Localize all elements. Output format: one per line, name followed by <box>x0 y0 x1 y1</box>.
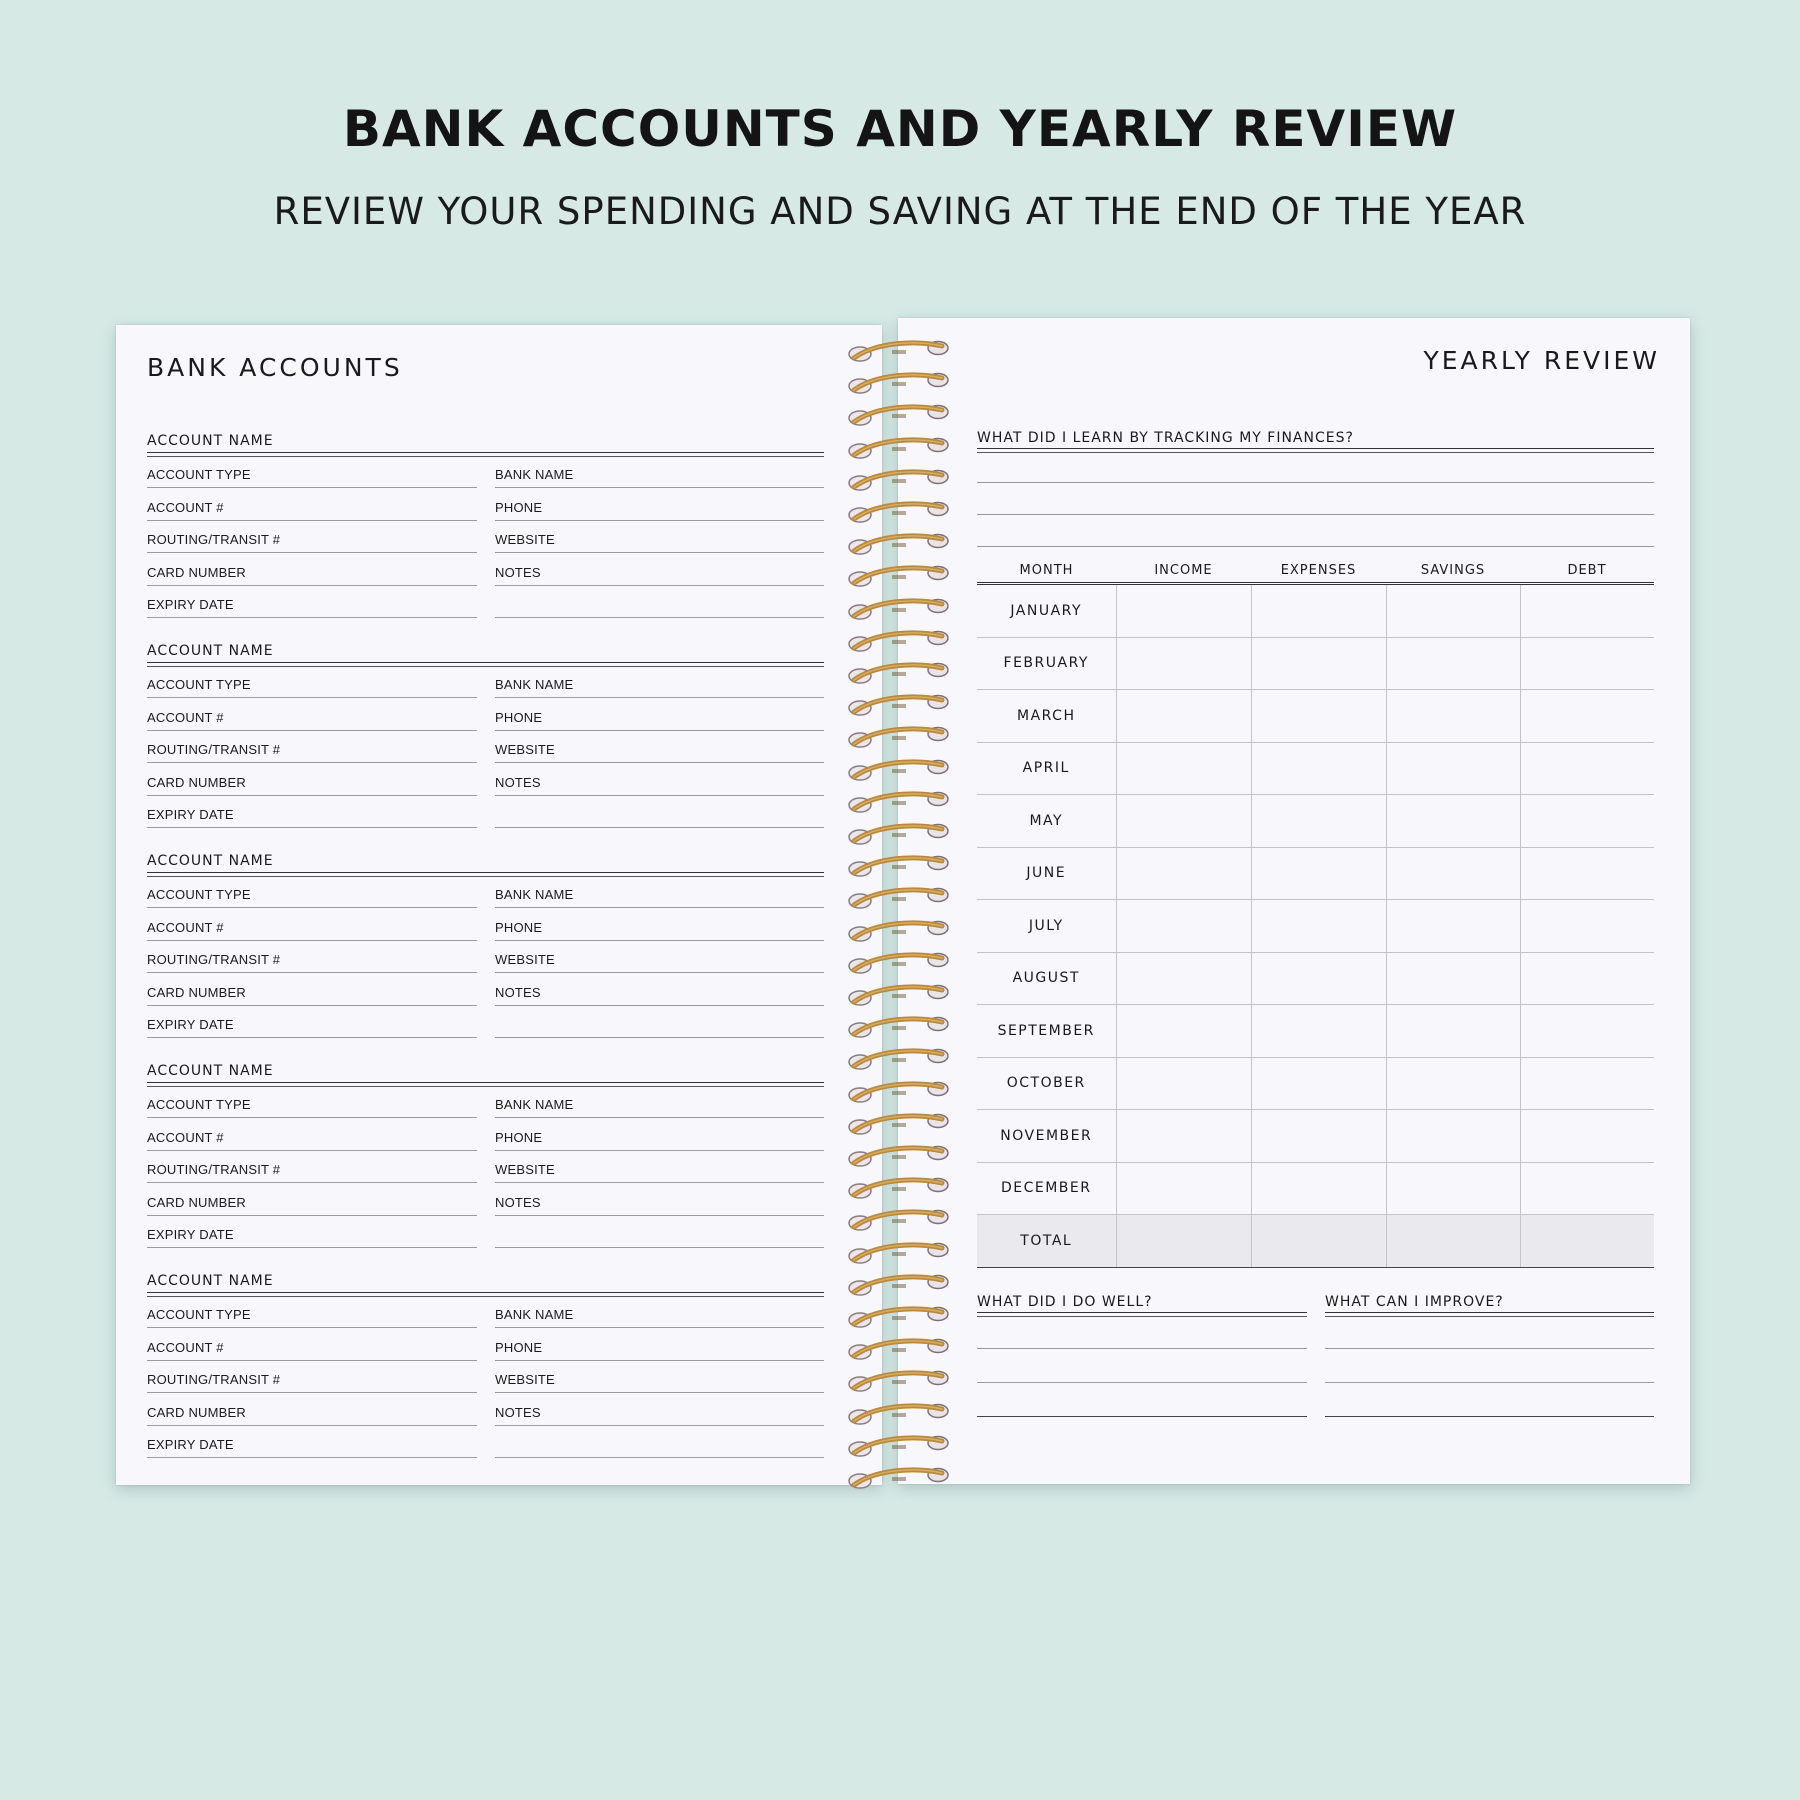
income-cell[interactable] <box>1116 1215 1251 1268</box>
field-label: EXPIRY DATE <box>147 1437 234 1452</box>
header-month: MONTH <box>977 558 1116 584</box>
field-line[interactable] <box>495 1360 824 1361</box>
field-label: CARD NUMBER <box>147 984 246 1000</box>
field-line[interactable] <box>147 1457 477 1458</box>
field-line[interactable] <box>495 907 824 908</box>
expenses-cell[interactable] <box>1251 847 1386 900</box>
spiral-coil <box>846 1175 950 1203</box>
field-line[interactable] <box>147 552 477 553</box>
income-cell[interactable] <box>1116 1057 1251 1110</box>
spiral-coil <box>846 435 950 463</box>
field-label: ROUTING/TRANSIT # <box>147 742 281 757</box>
field-line[interactable] <box>147 697 477 698</box>
debt-cell[interactable] <box>1520 952 1654 1005</box>
field-line[interactable] <box>495 1392 824 1393</box>
field-line[interactable] <box>495 827 824 828</box>
table-row <box>977 1110 1654 1163</box>
field-line[interactable] <box>147 1425 477 1426</box>
debt-cell[interactable] <box>1520 1057 1654 1110</box>
savings-cell[interactable] <box>1386 742 1520 795</box>
income-cell[interactable] <box>1116 1005 1251 1058</box>
page-title: BANK ACCOUNTS <box>147 353 403 382</box>
savings-cell[interactable] <box>1386 795 1520 848</box>
writing-line[interactable] <box>977 1382 1307 1383</box>
field-label: CARD NUMBER <box>147 564 246 580</box>
income-cell[interactable] <box>1116 847 1251 900</box>
account-name-label: ACCOUNT NAME <box>147 853 274 869</box>
expenses-cell[interactable] <box>1251 584 1386 638</box>
table-row <box>977 795 1654 848</box>
field-label: NOTES <box>495 774 541 790</box>
header-income: INCOME <box>1116 558 1251 584</box>
field-label: PHONE <box>495 1339 543 1355</box>
field-line[interactable] <box>147 617 477 618</box>
expenses-cell[interactable] <box>1251 690 1386 743</box>
spiral-coil <box>846 596 950 624</box>
savings-cell[interactable] <box>1386 847 1520 900</box>
writing-line[interactable] <box>977 482 1654 483</box>
field-label: ACCOUNT TYPE <box>147 1307 251 1322</box>
spiral-coil <box>846 1111 950 1139</box>
field-label: CARD NUMBER <box>147 1404 246 1420</box>
spiral-coil <box>846 1401 950 1429</box>
table-row <box>977 952 1654 1005</box>
field-line[interactable] <box>495 585 824 586</box>
field-label: WEBSITE <box>495 1162 555 1177</box>
expenses-cell[interactable] <box>1251 900 1386 953</box>
spiral-coil <box>846 1207 950 1235</box>
divider <box>977 448 1654 453</box>
savings-cell[interactable] <box>1386 637 1520 690</box>
total-row <box>977 1215 1654 1268</box>
table-row <box>977 1057 1654 1110</box>
field-line[interactable] <box>147 1005 477 1006</box>
income-cell[interactable] <box>1116 742 1251 795</box>
savings-cell[interactable] <box>1386 584 1520 638</box>
writing-line[interactable] <box>977 546 1654 547</box>
field-line[interactable] <box>147 827 477 828</box>
field-line[interactable] <box>495 520 824 521</box>
expenses-cell[interactable] <box>1251 952 1386 1005</box>
header-expenses: EXPENSES <box>1251 558 1386 584</box>
field-line[interactable] <box>495 1005 824 1006</box>
subheadline: REVIEW YOUR SPENDING AND SAVING AT THE END OF THE YEAR <box>273 190 1527 233</box>
field-line[interactable] <box>495 697 824 698</box>
divider <box>1325 1312 1654 1317</box>
table-row <box>977 637 1654 690</box>
debt-cell[interactable] <box>1520 795 1654 848</box>
field-line[interactable] <box>495 1457 824 1458</box>
expenses-cell[interactable] <box>1251 1057 1386 1110</box>
spiral-coil <box>846 1046 950 1074</box>
field-label: WEBSITE <box>495 532 555 547</box>
table-header-row <box>977 558 1654 584</box>
field-line[interactable] <box>495 1037 824 1038</box>
field-label: ROUTING/TRANSIT # <box>147 952 281 967</box>
spiral-coil <box>846 402 950 430</box>
divider <box>147 662 824 667</box>
spiral-coil <box>846 1304 950 1332</box>
field-line[interactable] <box>147 1150 477 1151</box>
spiral-coil <box>846 885 950 913</box>
field-label: NOTES <box>495 1404 541 1420</box>
month-cell: NOVEMBER <box>977 1110 1116 1163</box>
income-cell[interactable] <box>1116 952 1251 1005</box>
expenses-cell[interactable] <box>1251 1215 1386 1268</box>
field-line[interactable] <box>495 552 824 553</box>
field-line[interactable] <box>147 1327 477 1328</box>
field-line[interactable] <box>495 1247 824 1248</box>
spiral-coil <box>846 692 950 720</box>
table-row <box>977 1162 1654 1215</box>
page-title: YEARLY REVIEW <box>1423 346 1660 375</box>
spiral-coil <box>846 531 950 559</box>
spiral-coil <box>846 1143 950 1171</box>
table-row <box>977 900 1654 953</box>
yearly-review-page <box>898 318 1690 1484</box>
month-cell: APRIL <box>977 742 1116 795</box>
debt-cell[interactable] <box>1520 1215 1654 1268</box>
field-label: EXPIRY DATE <box>147 807 234 822</box>
income-cell[interactable] <box>1116 795 1251 848</box>
month-cell: OCTOBER <box>977 1057 1116 1110</box>
savings-cell[interactable] <box>1386 1110 1520 1163</box>
debt-cell[interactable] <box>1520 900 1654 953</box>
field-line[interactable] <box>495 1150 824 1151</box>
spiral-coil <box>846 467 950 495</box>
field-label: ACCOUNT TYPE <box>147 1097 251 1112</box>
debt-cell[interactable] <box>1520 1162 1654 1215</box>
table-row <box>977 742 1654 795</box>
field-line[interactable] <box>495 1327 824 1328</box>
month-cell: JANUARY <box>977 584 1116 638</box>
income-cell[interactable] <box>1116 900 1251 953</box>
field-line[interactable] <box>147 1117 477 1118</box>
spiral-coil <box>846 1368 950 1396</box>
spiral-coil <box>846 1272 950 1300</box>
table-row <box>977 690 1654 743</box>
writing-line[interactable] <box>1325 1382 1654 1383</box>
field-label: BANK NAME <box>495 887 574 902</box>
field-line[interactable] <box>147 1037 477 1038</box>
account-name-label: ACCOUNT NAME <box>147 433 274 449</box>
field-label: BANK NAME <box>495 677 574 692</box>
debt-cell[interactable] <box>1520 847 1654 900</box>
income-cell[interactable] <box>1116 690 1251 743</box>
field-line[interactable] <box>147 730 477 731</box>
writing-line[interactable] <box>977 514 1654 515</box>
spiral-coil <box>846 918 950 946</box>
field-label: NOTES <box>495 1194 541 1210</box>
field-label: ACCOUNT # <box>147 1339 224 1355</box>
field-label: NOTES <box>495 564 541 580</box>
spiral-coil <box>846 982 950 1010</box>
spiral-coil <box>846 660 950 688</box>
savings-cell[interactable] <box>1386 1162 1520 1215</box>
debt-cell[interactable] <box>1520 584 1654 638</box>
field-label: ACCOUNT # <box>147 919 224 935</box>
account-name-label: ACCOUNT NAME <box>147 643 274 659</box>
expenses-cell[interactable] <box>1251 795 1386 848</box>
field-label: WEBSITE <box>495 1372 555 1387</box>
account-name-label: ACCOUNT NAME <box>147 1273 274 1289</box>
field-line[interactable] <box>147 1247 477 1248</box>
divider <box>147 452 824 457</box>
field-label: EXPIRY DATE <box>147 1227 234 1242</box>
month-cell: AUGUST <box>977 952 1116 1005</box>
expenses-cell[interactable] <box>1251 742 1386 795</box>
field-line[interactable] <box>495 1182 824 1183</box>
month-cell: JULY <box>977 900 1116 953</box>
debt-cell[interactable] <box>1520 690 1654 743</box>
expenses-cell[interactable] <box>1251 637 1386 690</box>
field-line[interactable] <box>495 940 824 941</box>
income-cell[interactable] <box>1116 584 1251 638</box>
field-label: CARD NUMBER <box>147 1194 246 1210</box>
field-label: ROUTING/TRANSIT # <box>147 1162 281 1177</box>
field-line[interactable] <box>495 1215 824 1216</box>
spiral-coil <box>846 1014 950 1042</box>
spiral-coil <box>846 370 950 398</box>
account-name-label: ACCOUNT NAME <box>147 1063 274 1079</box>
spiral-coil <box>846 1240 950 1268</box>
savings-cell[interactable] <box>1386 1215 1520 1268</box>
field-label: ACCOUNT # <box>147 709 224 725</box>
month-cell: MARCH <box>977 690 1116 743</box>
writing-line[interactable] <box>1325 1416 1654 1417</box>
income-cell[interactable] <box>1116 1162 1251 1215</box>
writing-line[interactable] <box>1325 1348 1654 1349</box>
month-cell: MAY <box>977 795 1116 848</box>
spiral-coil <box>846 1079 950 1107</box>
field-line[interactable] <box>147 487 477 488</box>
field-label: ACCOUNT TYPE <box>147 467 251 482</box>
month-cell: JUNE <box>977 847 1116 900</box>
field-label: CARD NUMBER <box>147 774 246 790</box>
field-label: BANK NAME <box>495 1097 574 1112</box>
field-line[interactable] <box>147 907 477 908</box>
field-line[interactable] <box>495 730 824 731</box>
field-line[interactable] <box>147 762 477 763</box>
field-label: NOTES <box>495 984 541 1000</box>
writing-line[interactable] <box>977 1416 1307 1417</box>
field-label: EXPIRY DATE <box>147 1017 234 1032</box>
month-cell: TOTAL <box>977 1215 1116 1268</box>
field-line[interactable] <box>495 1117 824 1118</box>
field-line[interactable] <box>147 1392 477 1393</box>
field-label: PHONE <box>495 709 543 725</box>
divider <box>977 1312 1307 1317</box>
spiral-coil <box>846 789 950 817</box>
month-cell: FEBRUARY <box>977 637 1116 690</box>
month-cell: DECEMBER <box>977 1162 1116 1215</box>
spiral-coil <box>846 853 950 881</box>
debt-cell[interactable] <box>1520 1110 1654 1163</box>
spiral-coil <box>846 757 950 785</box>
savings-cell[interactable] <box>1386 952 1520 1005</box>
field-line[interactable] <box>495 617 824 618</box>
field-line[interactable] <box>147 972 477 973</box>
debt-cell[interactable] <box>1520 1005 1654 1058</box>
header-debt: DEBT <box>1520 558 1654 584</box>
savings-cell[interactable] <box>1386 1005 1520 1058</box>
spiral-coil <box>846 628 950 656</box>
field-label: BANK NAME <box>495 1307 574 1322</box>
spiral-coil <box>846 563 950 591</box>
field-line[interactable] <box>147 940 477 941</box>
field-label: WEBSITE <box>495 742 555 757</box>
field-label: ROUTING/TRANSIT # <box>147 1372 281 1387</box>
yearly-review-table <box>977 558 1654 1268</box>
field-label: PHONE <box>495 499 543 515</box>
spiral-coil <box>846 724 950 752</box>
field-label: ROUTING/TRANSIT # <box>147 532 281 547</box>
field-line[interactable] <box>147 795 477 796</box>
field-label: ACCOUNT # <box>147 1129 224 1145</box>
field-line[interactable] <box>495 1425 824 1426</box>
spiral-coil <box>846 1465 950 1493</box>
bank-accounts-page <box>116 325 882 1485</box>
expenses-cell[interactable] <box>1251 1162 1386 1215</box>
divider <box>147 872 824 877</box>
field-line[interactable] <box>147 1215 477 1216</box>
field-line[interactable] <box>495 972 824 973</box>
income-cell[interactable] <box>1116 637 1251 690</box>
improve-question-label: WHAT CAN I IMPROVE? <box>1325 1294 1504 1310</box>
spiral-coil <box>846 1336 950 1364</box>
savings-cell[interactable] <box>1386 690 1520 743</box>
spiral-binding <box>846 338 950 1468</box>
divider <box>147 1082 824 1087</box>
field-line[interactable] <box>147 520 477 521</box>
savings-cell[interactable] <box>1386 900 1520 953</box>
table-body <box>977 584 1654 1268</box>
field-label: PHONE <box>495 1129 543 1145</box>
spiral-coil <box>846 338 950 366</box>
field-label: ACCOUNT TYPE <box>147 887 251 902</box>
field-line[interactable] <box>147 585 477 586</box>
field-label: ACCOUNT TYPE <box>147 677 251 692</box>
header-savings: SAVINGS <box>1386 558 1520 584</box>
field-label: EXPIRY DATE <box>147 597 234 612</box>
field-label: WEBSITE <box>495 952 555 967</box>
debt-cell[interactable] <box>1520 742 1654 795</box>
month-cell: SEPTEMBER <box>977 1005 1116 1058</box>
savings-cell[interactable] <box>1386 1057 1520 1110</box>
field-label: PHONE <box>495 919 543 935</box>
table-row <box>977 584 1654 638</box>
field-label: ACCOUNT # <box>147 499 224 515</box>
income-cell[interactable] <box>1116 1110 1251 1163</box>
field-line[interactable] <box>495 762 824 763</box>
table-row <box>977 847 1654 900</box>
field-label: BANK NAME <box>495 467 574 482</box>
spiral-coil <box>846 950 950 978</box>
spiral-coil <box>846 499 950 527</box>
do-well-question-label: WHAT DID I DO WELL? <box>977 1294 1153 1310</box>
field-line[interactable] <box>147 1182 477 1183</box>
debt-cell[interactable] <box>1520 637 1654 690</box>
spiral-coil <box>846 1433 950 1461</box>
headline: BANK ACCOUNTS AND YEARLY REVIEW <box>342 100 1458 158</box>
field-line[interactable] <box>147 1360 477 1361</box>
writing-line[interactable] <box>977 1348 1307 1349</box>
expenses-cell[interactable] <box>1251 1110 1386 1163</box>
expenses-cell[interactable] <box>1251 1005 1386 1058</box>
table-row <box>977 1005 1654 1058</box>
divider <box>147 1292 824 1297</box>
learn-question-label: WHAT DID I LEARN BY TRACKING MY FINANCES? <box>977 430 1354 446</box>
field-line[interactable] <box>495 795 824 796</box>
spiral-coil <box>846 821 950 849</box>
field-line[interactable] <box>495 487 824 488</box>
